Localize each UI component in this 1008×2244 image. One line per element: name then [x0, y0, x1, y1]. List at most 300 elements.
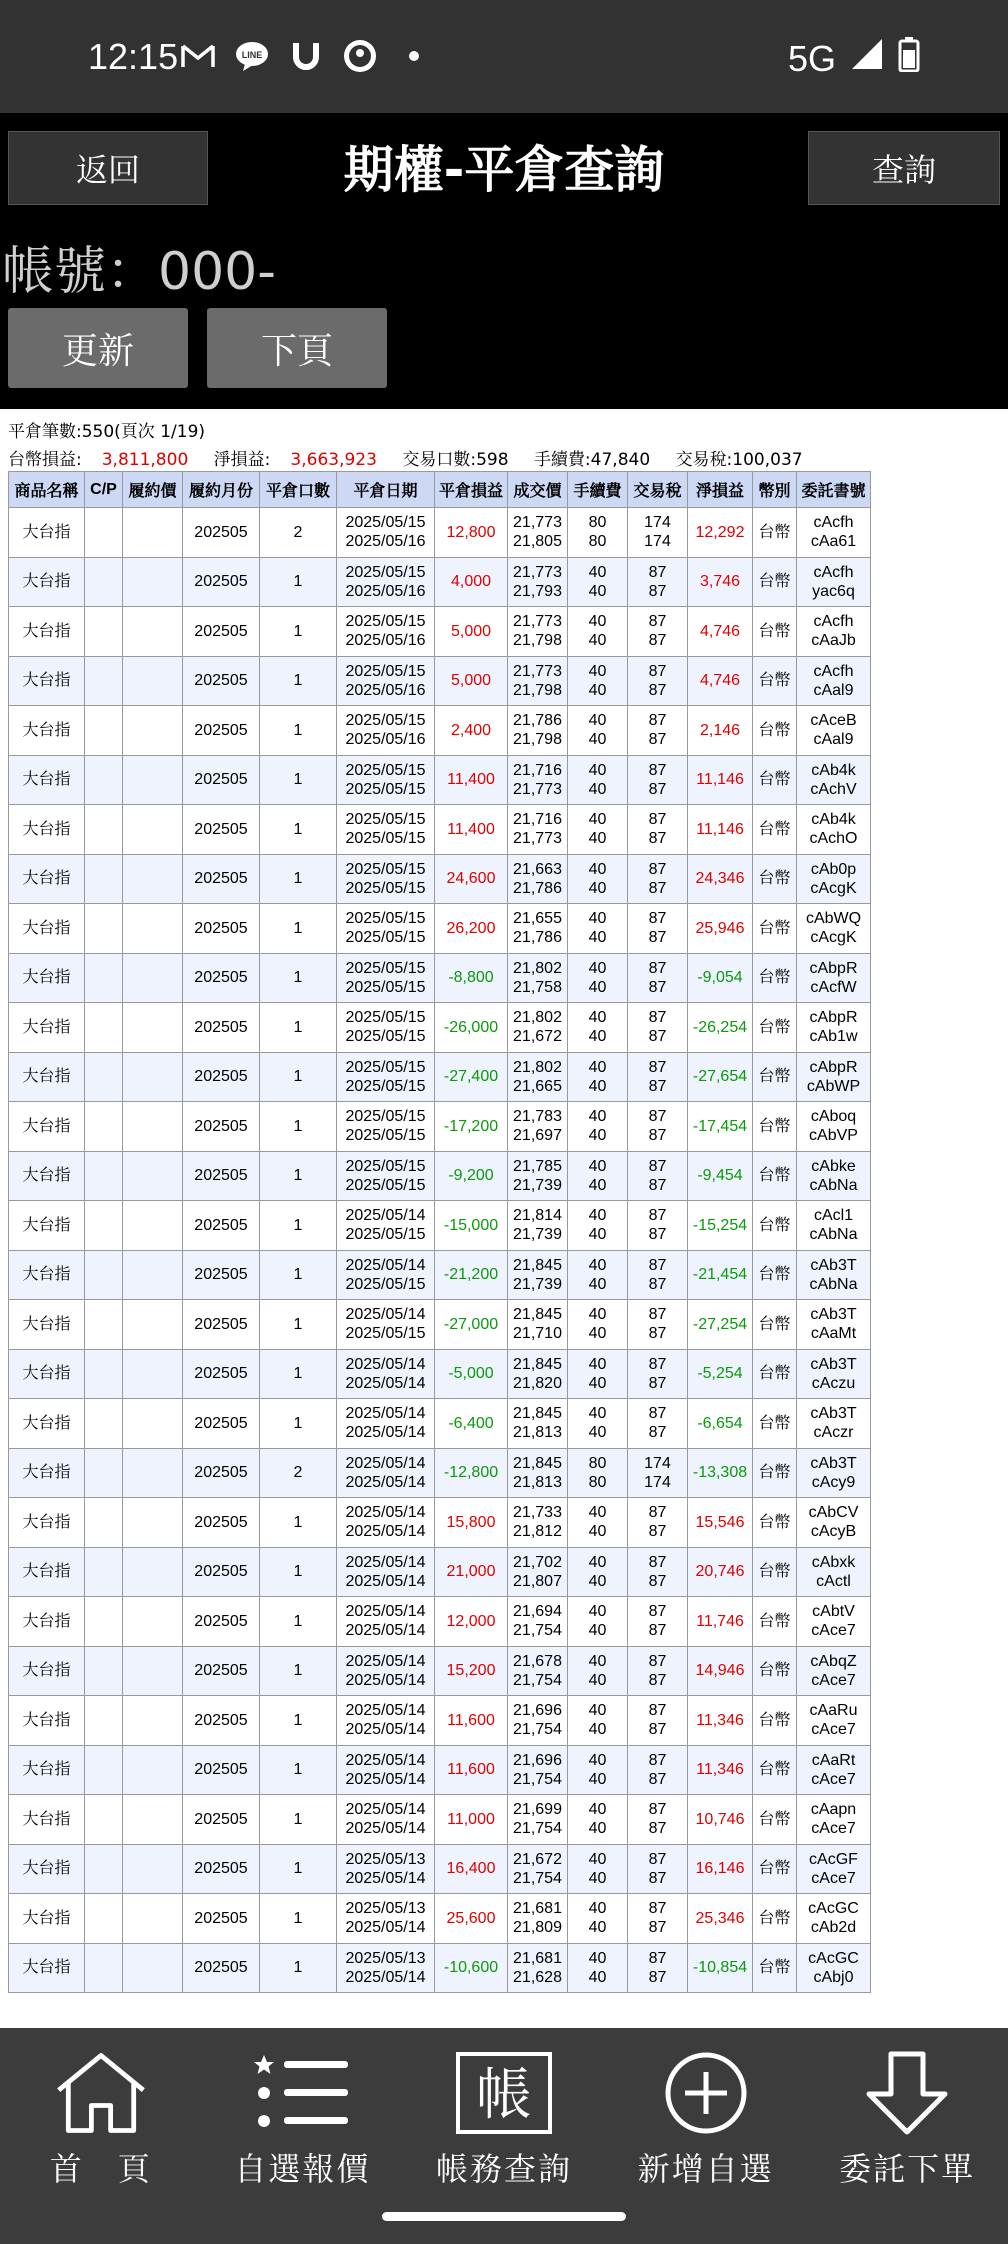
cell-close-date-line: 2025/05/13 — [345, 1850, 426, 1868]
cell-close-date-line: 2025/05/14 — [345, 1801, 426, 1819]
cell-product: 大台指 — [9, 607, 85, 657]
cell-price — [508, 1349, 568, 1399]
cell-currency: 台幣 — [753, 1349, 797, 1399]
table-row[interactable] — [9, 755, 871, 805]
next-page-button[interactable]: 下頁 — [207, 308, 387, 388]
cell-qty: 1 — [260, 1003, 337, 1053]
cell-tax-line: 87 — [648, 1504, 667, 1522]
cell-tax-line: 87 — [648, 1919, 667, 1937]
cell-close-date-line: 2025/05/14 — [345, 1374, 426, 1392]
cell-price — [508, 557, 568, 607]
cell-order-no-line: cAcfh — [813, 662, 854, 680]
table-row[interactable] — [9, 1498, 871, 1548]
cell-fee-line: 40 — [588, 860, 607, 878]
cell-qty: 1 — [260, 1399, 337, 1449]
table-row[interactable] — [9, 953, 871, 1003]
cell-qty: 1 — [260, 1250, 337, 1300]
cell-fee — [568, 508, 628, 558]
cell-close-pnl: 12,000 — [435, 1597, 508, 1647]
cell-price — [508, 1003, 568, 1053]
cell-close-pnl: 11,400 — [435, 805, 508, 855]
cell-close-date-line: 2025/05/14 — [345, 1306, 426, 1324]
cell-close-date-line: 2025/05/14 — [345, 1572, 426, 1590]
cell-strike — [123, 1003, 183, 1053]
cell-fee-line: 40 — [588, 910, 607, 928]
cell-tax — [628, 1943, 688, 1993]
cell-strike — [123, 607, 183, 657]
cell-product: 大台指 — [9, 1943, 85, 1993]
cell-net-pnl: -15,254 — [688, 1201, 753, 1251]
cell-month: 202505 — [183, 1003, 260, 1053]
cell-fee-line: 40 — [588, 1424, 607, 1442]
cell-month: 202505 — [183, 1597, 260, 1647]
cell-order-no-line: cAapn — [810, 1801, 857, 1819]
gesture-bar — [0, 2192, 1008, 2244]
cell-price-line: 21,773 — [513, 662, 562, 680]
cell-fee-line: 40 — [588, 613, 607, 631]
cell-close-pnl: 11,400 — [435, 755, 508, 805]
cell-net-pnl: -10,854 — [688, 1943, 753, 1993]
cell-close-date-line: 2025/05/14 — [345, 1355, 426, 1373]
cell-strike — [123, 557, 183, 607]
gesture-handle[interactable] — [382, 2212, 626, 2221]
col-header: 交易稅 — [628, 472, 688, 508]
cell-month: 202505 — [183, 706, 260, 756]
cell-price — [508, 508, 568, 558]
cell-price-line: 21,845 — [513, 1306, 562, 1324]
cell-fee-line: 40 — [588, 978, 607, 996]
cell-qty: 1 — [260, 854, 337, 904]
cell-currency: 台幣 — [753, 755, 797, 805]
cell-order-no-line: cAboq — [810, 1108, 857, 1126]
col-header: 平倉日期 — [337, 472, 435, 508]
table-row[interactable] — [9, 1300, 871, 1350]
cell-tax — [628, 508, 688, 558]
cell-tax-line: 87 — [648, 1127, 667, 1145]
table-row[interactable] — [9, 1349, 871, 1399]
cell-strike — [123, 1745, 183, 1795]
cell-close-date — [337, 656, 435, 706]
cell-close-pnl: 16,400 — [435, 1844, 508, 1894]
cell-close-pnl: -10,600 — [435, 1943, 508, 1993]
cell-close-date-line: 2025/05/14 — [345, 1671, 426, 1689]
download-arrow-icon — [857, 2048, 957, 2138]
cell-tax — [628, 557, 688, 607]
cell-month: 202505 — [183, 1646, 260, 1696]
cell-price — [508, 1547, 568, 1597]
cell-close-date — [337, 1498, 435, 1548]
cell-net-pnl: 4,746 — [688, 656, 753, 706]
cell-fee — [568, 854, 628, 904]
cell-close-date-line: 2025/05/14 — [345, 1770, 426, 1788]
cell-close-date-line: 2025/05/14 — [345, 1256, 426, 1274]
query-button[interactable]: 查詢 — [808, 131, 1000, 205]
table-row[interactable] — [9, 1943, 871, 1993]
cell-order-no — [797, 656, 871, 706]
nav-home[interactable] — [0, 2028, 202, 2192]
cell-currency: 台幣 — [753, 1745, 797, 1795]
cell-close-date-line: 2025/05/15 — [345, 1157, 426, 1175]
cell-month: 202505 — [183, 1745, 260, 1795]
cell-close-date — [337, 1745, 435, 1795]
cell-close-date-line: 2025/05/15 — [345, 613, 426, 631]
cell-order-no-line: cAcl1 — [813, 1207, 854, 1225]
cell-net-pnl: -13,308 — [688, 1448, 753, 1498]
cell-close-date — [337, 508, 435, 558]
cell-tax-line: 174 — [644, 533, 671, 551]
cell-product: 大台指 — [9, 557, 85, 607]
cell-close-date — [337, 1399, 435, 1449]
cell-fee-line: 40 — [588, 1256, 607, 1274]
cell-price-line: 21,820 — [513, 1374, 562, 1392]
cell-tax-line: 87 — [648, 811, 667, 829]
table-row[interactable] — [9, 1597, 871, 1647]
cell-product: 大台指 — [9, 1300, 85, 1350]
cell-price-line: 21,733 — [513, 1504, 562, 1522]
cell-tax-line: 87 — [648, 1900, 667, 1918]
cell-fee-line: 40 — [588, 1077, 607, 1095]
cell-tax — [628, 1151, 688, 1201]
cell-net-pnl: 11,346 — [688, 1745, 753, 1795]
cell-tax-line: 87 — [648, 1572, 667, 1590]
cell-tax-line: 87 — [648, 1820, 667, 1838]
cell-close-date-line: 2025/05/15 — [345, 1108, 426, 1126]
nav-watchlist[interactable] — [202, 2028, 404, 2192]
cell-net-pnl: 11,346 — [688, 1696, 753, 1746]
table-row[interactable] — [9, 1646, 871, 1696]
cell-close-date — [337, 953, 435, 1003]
cell-currency: 台幣 — [753, 1300, 797, 1350]
cell-currency: 台幣 — [753, 1448, 797, 1498]
cell-price-line: 21,655 — [513, 910, 562, 928]
cell-price — [508, 755, 568, 805]
cell-fee-line: 40 — [588, 1820, 607, 1838]
table-row[interactable] — [9, 656, 871, 706]
cell-order-no-line: cAbke — [811, 1157, 856, 1175]
cell-price-line: 21,754 — [513, 1622, 562, 1640]
table-row[interactable] — [9, 706, 871, 756]
cell-tax-line: 87 — [648, 1108, 667, 1126]
cell-tax-line: 87 — [648, 1306, 667, 1324]
cell-order-no-line: cAcgK — [810, 879, 857, 897]
table-row[interactable] — [9, 1547, 871, 1597]
cell-price-line: 21,754 — [513, 1671, 562, 1689]
cell-tax-line: 87 — [648, 1275, 667, 1293]
cell-currency: 台幣 — [753, 1696, 797, 1746]
cell-price-line: 21,805 — [513, 533, 562, 551]
cell-cp — [85, 1448, 123, 1498]
cell-strike — [123, 1646, 183, 1696]
cell-net-pnl: -26,254 — [688, 1003, 753, 1053]
cell-tax-line: 87 — [648, 959, 667, 977]
cell-close-date-line: 2025/05/14 — [345, 1751, 426, 1769]
cell-fee-line: 40 — [588, 1374, 607, 1392]
cell-order-no — [797, 1201, 871, 1251]
nav-add-watch-label: 新增自選 — [637, 2150, 774, 2188]
cell-fee-line: 40 — [588, 1603, 607, 1621]
magnet-icon — [288, 38, 324, 74]
cell-tax-line: 87 — [648, 681, 667, 699]
table-row[interactable] — [9, 1052, 871, 1102]
cell-tax-line: 87 — [648, 860, 667, 878]
cell-fee-line: 40 — [588, 1009, 607, 1027]
cell-order-no-line: cAcfW — [810, 978, 857, 996]
cell-fee-line: 40 — [588, 959, 607, 977]
cell-close-date-line: 2025/05/16 — [345, 533, 426, 551]
cell-tax-line: 87 — [648, 1801, 667, 1819]
cell-order-no — [797, 953, 871, 1003]
cell-cp — [85, 1399, 123, 1449]
cell-close-date — [337, 1448, 435, 1498]
table-row[interactable] — [9, 557, 871, 607]
cell-price-line: 21,812 — [513, 1523, 562, 1541]
cell-order-no-line: cAbtV — [812, 1603, 855, 1621]
cell-tax — [628, 1795, 688, 1845]
cell-fee — [568, 1448, 628, 1498]
cell-fee-line: 40 — [588, 879, 607, 897]
cell-month: 202505 — [183, 1448, 260, 1498]
table-row[interactable] — [9, 607, 871, 657]
cell-cp — [85, 1943, 123, 1993]
cell-price — [508, 607, 568, 657]
cell-order-no — [797, 1943, 871, 1993]
cell-fee-line: 40 — [588, 1405, 607, 1423]
table-row[interactable] — [9, 1795, 871, 1845]
cell-order-no-line: cAczu — [811, 1374, 856, 1392]
cell-month: 202505 — [183, 904, 260, 954]
cell-cp — [85, 953, 123, 1003]
dot-icon — [396, 38, 432, 74]
cell-product: 大台指 — [9, 1349, 85, 1399]
cell-net-pnl: 25,346 — [688, 1894, 753, 1944]
cell-cp — [85, 1300, 123, 1350]
cell-close-date-line: 2025/05/14 — [345, 1207, 426, 1225]
cell-tax — [628, 1102, 688, 1152]
cell-currency: 台幣 — [753, 1151, 797, 1201]
cell-close-date — [337, 1597, 435, 1647]
cell-product: 大台指 — [9, 1597, 85, 1647]
cell-product: 大台指 — [9, 508, 85, 558]
cell-price-line: 21,813 — [513, 1424, 562, 1442]
cell-close-date-line: 2025/05/14 — [345, 1968, 426, 1986]
cell-fee-line: 40 — [588, 1770, 607, 1788]
cell-price — [508, 1696, 568, 1746]
table-row[interactable] — [9, 1102, 871, 1152]
cell-close-date-line: 2025/05/15 — [345, 830, 426, 848]
cell-order-no-line: cAal9 — [813, 731, 854, 749]
cell-tax-line: 174 — [644, 514, 671, 532]
cell-order-no — [797, 1547, 871, 1597]
cell-product: 大台指 — [9, 1696, 85, 1746]
cell-price-line: 21,754 — [513, 1721, 562, 1739]
cell-order-no-line: cAce7 — [811, 1721, 856, 1739]
cell-price-line: 21,773 — [513, 830, 562, 848]
table-row[interactable] — [9, 1844, 871, 1894]
table-row[interactable] — [9, 805, 871, 855]
cell-fee-line: 40 — [588, 1355, 607, 1373]
table-row[interactable] — [9, 1894, 871, 1944]
cell-cp — [85, 1102, 123, 1152]
cell-cp — [85, 1646, 123, 1696]
cell-currency: 台幣 — [753, 1597, 797, 1647]
cell-fee — [568, 1547, 628, 1597]
cell-fee — [568, 1696, 628, 1746]
cell-net-pnl: 15,546 — [688, 1498, 753, 1548]
cell-month: 202505 — [183, 656, 260, 706]
nav-place-order[interactable] — [806, 2028, 1008, 2192]
table-row[interactable] — [9, 508, 871, 558]
table-row[interactable] — [9, 1399, 871, 1449]
table-row[interactable] — [9, 1003, 871, 1053]
summary-totals — [8, 446, 1008, 474]
cell-fee — [568, 1151, 628, 1201]
cell-cp — [85, 1349, 123, 1399]
back-button[interactable]: 返回 — [8, 131, 208, 205]
cell-order-no-line: cAbCV — [808, 1504, 859, 1522]
cell-price — [508, 1498, 568, 1548]
cell-tax — [628, 1399, 688, 1449]
cell-close-date-line: 2025/05/15 — [345, 761, 426, 779]
cell-price-line: 21,802 — [513, 1009, 562, 1027]
cell-price-line: 21,697 — [513, 1127, 562, 1145]
cell-tax-line: 87 — [648, 780, 667, 798]
cell-strike — [123, 1498, 183, 1548]
cell-month: 202505 — [183, 1696, 260, 1746]
cell-order-no-line: cAce7 — [811, 1869, 856, 1887]
cell-fee-line: 80 — [588, 533, 607, 551]
cell-currency: 台幣 — [753, 1003, 797, 1053]
cell-price-line: 21,702 — [513, 1553, 562, 1571]
cell-tax-line: 87 — [648, 1622, 667, 1640]
cell-order-no — [797, 1894, 871, 1944]
cell-price — [508, 1102, 568, 1152]
cell-close-date — [337, 1201, 435, 1251]
cell-close-date-line: 2025/05/14 — [345, 1869, 426, 1887]
cell-price-line: 21,754 — [513, 1869, 562, 1887]
cell-cp — [85, 904, 123, 954]
cell-order-no — [797, 1597, 871, 1647]
cell-fee — [568, 1795, 628, 1845]
cell-fee-line: 40 — [588, 1622, 607, 1640]
cell-close-date-line: 2025/05/14 — [345, 1919, 426, 1937]
cell-tax-line: 87 — [648, 1325, 667, 1343]
cell-net-pnl: -9,454 — [688, 1151, 753, 1201]
cell-qty: 1 — [260, 656, 337, 706]
cell-product: 大台指 — [9, 706, 85, 756]
cell-fee-line: 40 — [588, 662, 607, 680]
cell-price — [508, 1399, 568, 1449]
table-row[interactable] — [9, 1745, 871, 1795]
summary-panel — [8, 418, 1008, 474]
cell-currency: 台幣 — [753, 607, 797, 657]
cell-price — [508, 1844, 568, 1894]
table-row[interactable] — [9, 1250, 871, 1300]
cell-fee-line: 40 — [588, 1900, 607, 1918]
total-fee: 手續費:47,840 — [533, 450, 651, 470]
cell-tax-line: 87 — [648, 632, 667, 650]
account-number: 帳號：000- — [2, 242, 277, 302]
cell-cp — [85, 1547, 123, 1597]
cell-cp — [85, 607, 123, 657]
table-row[interactable] — [9, 904, 871, 954]
cell-tax — [628, 854, 688, 904]
nav-add-watch[interactable] — [605, 2028, 807, 2192]
cell-order-no — [797, 904, 871, 954]
refresh-button[interactable]: 更新 — [8, 308, 188, 388]
cell-fee — [568, 1052, 628, 1102]
table-row[interactable] — [9, 854, 871, 904]
cell-price-line: 21,786 — [513, 712, 562, 730]
cell-cp — [85, 1003, 123, 1053]
table-row[interactable] — [9, 1151, 871, 1201]
line-icon — [234, 38, 270, 74]
cell-month: 202505 — [183, 1201, 260, 1251]
cell-qty: 1 — [260, 904, 337, 954]
account-book-icon — [454, 2048, 554, 2138]
cell-strike — [123, 706, 183, 756]
cell-tax — [628, 1894, 688, 1944]
cell-close-pnl: 4,000 — [435, 557, 508, 607]
cell-fee — [568, 1745, 628, 1795]
cell-tax-line: 87 — [648, 1226, 667, 1244]
cell-price-line: 21,694 — [513, 1603, 562, 1621]
cell-qty: 1 — [260, 557, 337, 607]
cell-close-pnl: 15,800 — [435, 1498, 508, 1548]
cell-close-date-line: 2025/05/15 — [345, 1325, 426, 1343]
cell-price-line: 21,813 — [513, 1473, 562, 1491]
cell-order-no-line: cAbpR — [809, 1009, 858, 1027]
cell-qty: 1 — [260, 805, 337, 855]
cell-fee — [568, 1597, 628, 1647]
gmail-icon — [180, 38, 216, 74]
cell-cp — [85, 508, 123, 558]
cell-fee — [568, 953, 628, 1003]
cell-tax-line: 87 — [648, 1949, 667, 1967]
cell-order-no-line: cAal9 — [813, 681, 854, 699]
cell-price-line: 21,699 — [513, 1801, 562, 1819]
cell-order-no-line: cAb3T — [810, 1256, 857, 1274]
cell-fee — [568, 656, 628, 706]
cell-tax — [628, 755, 688, 805]
cell-close-date-line: 2025/05/15 — [345, 929, 426, 947]
cell-fee-line: 40 — [588, 1801, 607, 1819]
cell-qty: 1 — [260, 1844, 337, 1894]
cell-fee-line: 40 — [588, 681, 607, 699]
record-count: 平倉筆數:550(頁次 1/19) — [8, 422, 206, 442]
cell-tax — [628, 1003, 688, 1053]
cell-tax — [628, 1052, 688, 1102]
cell-tax-line: 87 — [648, 1850, 667, 1868]
cell-qty: 1 — [260, 1052, 337, 1102]
cell-fee-line: 40 — [588, 1108, 607, 1126]
nav-account-query[interactable] — [403, 2028, 605, 2192]
cell-close-date-line: 2025/05/15 — [345, 563, 426, 581]
cell-strike — [123, 1597, 183, 1647]
cell-qty: 1 — [260, 607, 337, 657]
cell-close-date-line: 2025/05/14 — [345, 1622, 426, 1640]
cell-close-date — [337, 1052, 435, 1102]
cell-close-date — [337, 1547, 435, 1597]
col-header: 履約價 — [123, 472, 183, 508]
cell-order-no-line: cAbpR — [809, 1058, 858, 1076]
table-row[interactable] — [9, 1201, 871, 1251]
cell-tax-line: 87 — [648, 1702, 667, 1720]
table-row[interactable] — [9, 1696, 871, 1746]
cell-close-date-line: 2025/05/15 — [345, 978, 426, 996]
twd-pnl-label: 台幣損益: — [8, 450, 82, 470]
cell-close-date-line: 2025/05/15 — [345, 780, 426, 798]
table-row[interactable] — [9, 1448, 871, 1498]
